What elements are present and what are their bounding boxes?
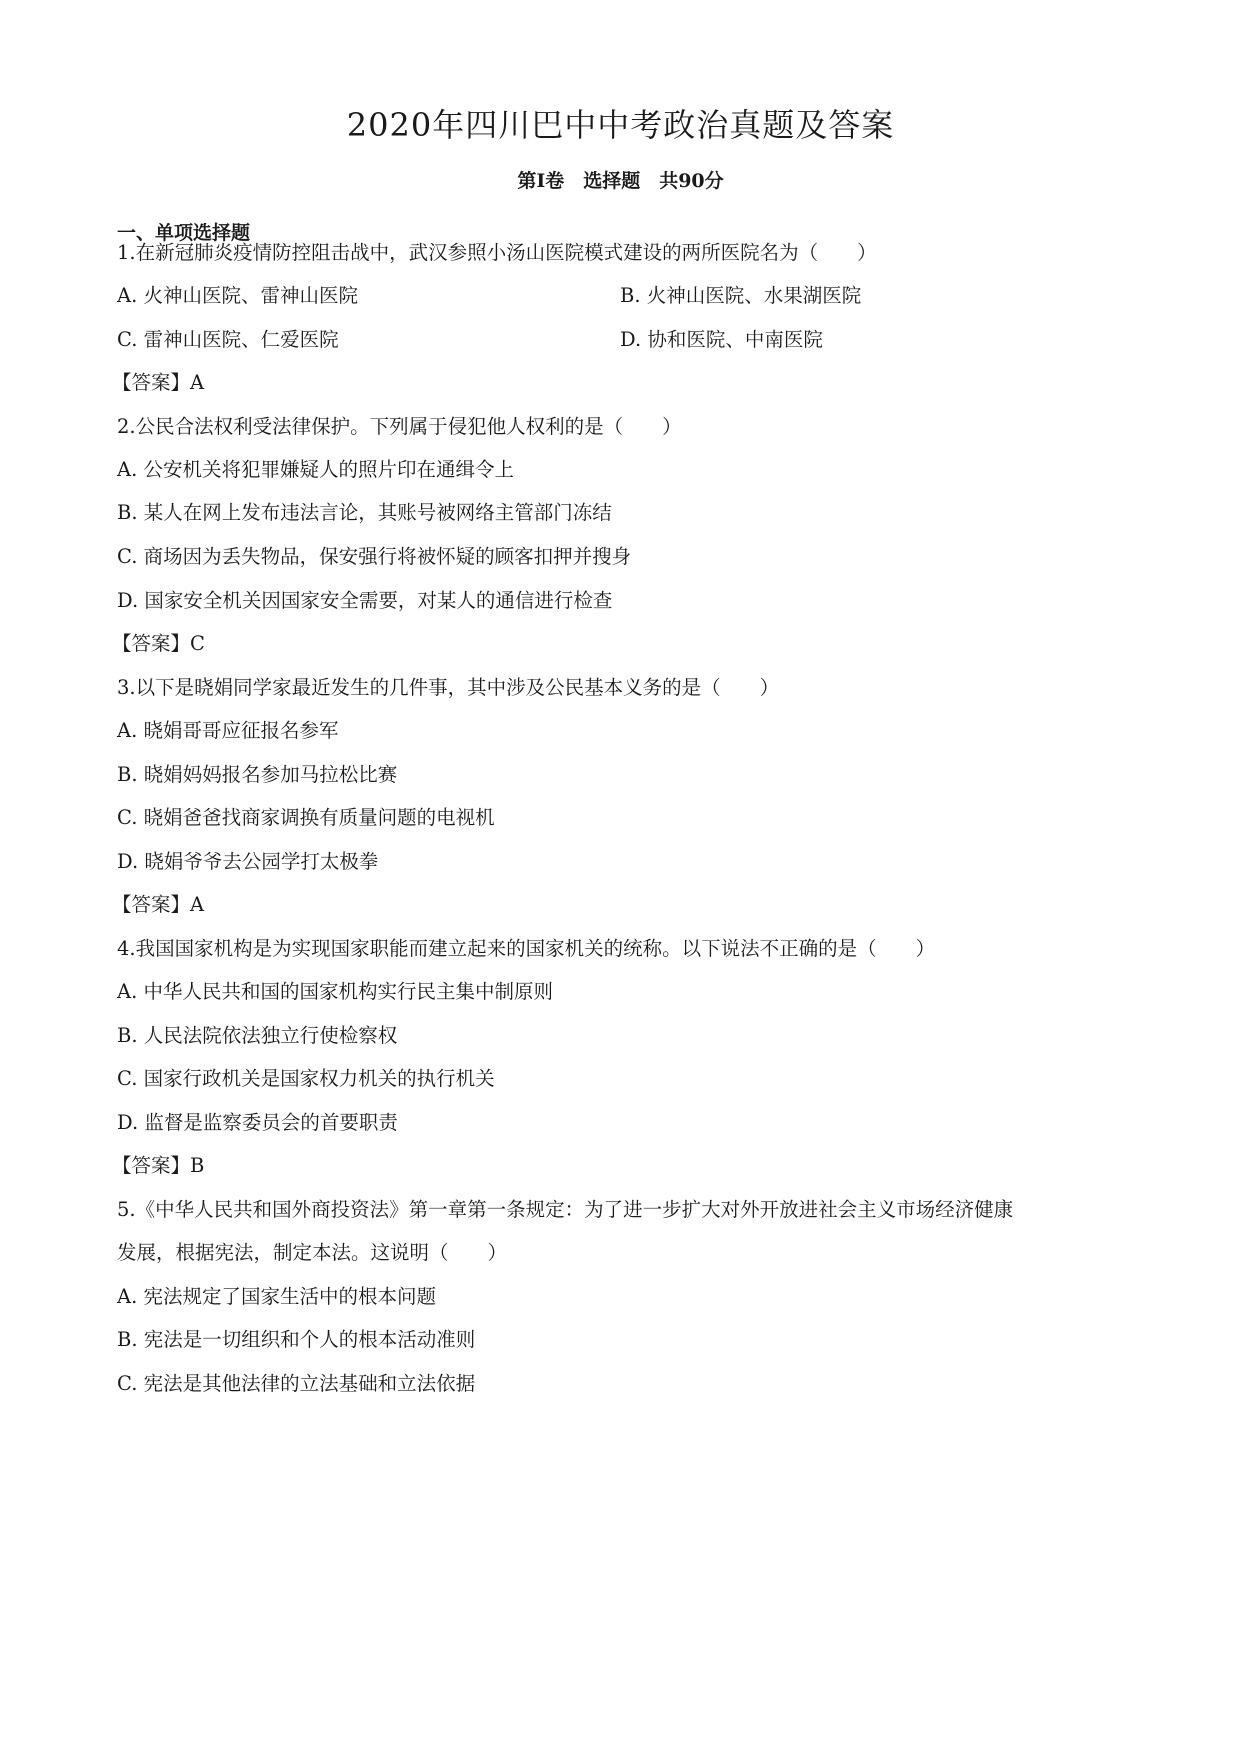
question-3-option-a: A. 晓娟哥哥应征报名参军 [117, 719, 339, 742]
question-3-option-c: C. 晓娟爸爸找商家调换有质量问题的电视机 [117, 806, 495, 829]
question-3-option-d: D. 晓娟爷爷去公园学打太极拳 [117, 850, 379, 873]
question-2-answer: 【答案】C [112, 632, 205, 655]
question-4-option-d: D. 监督是监察委员会的首要职责 [117, 1111, 398, 1134]
question-1-option-b: B. 火神山医院、水果湖医院 [620, 284, 862, 307]
question-5-stem-line-1: 5.《中华人民共和国外商投资法》第一章第一条规定：为了进一步扩大对外开放进社会主义市场经济健康 [117, 1198, 1014, 1221]
question-2-stem: 2.公民合法权利受法律保护。下列属于侵犯他人权利的是（ ） [117, 415, 682, 438]
question-5-option-c: C. 宪法是其他法律的立法基础和立法依据 [117, 1372, 476, 1395]
question-4-option-b: B. 人民法院依法独立行使检察权 [117, 1024, 398, 1047]
question-5-option-b: B. 宪法是一切组织和个人的根本活动准则 [117, 1328, 476, 1351]
question-3-answer: 【答案】A [112, 893, 205, 916]
question-3-option-b: B. 晓娟妈妈报名参加马拉松比赛 [117, 763, 398, 786]
question-4-option-a: A. 中华人民共和国的国家机构实行民主集中制原则 [117, 980, 553, 1003]
question-4-stem: 4.我国国家机构是为实现国家职能而建立起来的国家机关的统称。以下说法不正确的是（ ） [117, 937, 936, 960]
question-1-option-d: D. 协和医院、中南医院 [620, 328, 823, 351]
question-4-option-c: C. 国家行政机关是国家权力机关的执行机关 [117, 1067, 495, 1090]
question-2-option-c: C. 商场因为丢失物品，保安强行将被怀疑的顾客扣押并搜身 [117, 545, 632, 568]
section-heading: 一、单项选择题 [117, 222, 251, 244]
question-3-stem: 3.以下是晓娟同学家最近发生的几件事，其中涉及公民基本义务的是（ ） [117, 676, 780, 699]
question-1-stem: 1.在新冠肺炎疫情防控阻击战中，武汉参照小汤山医院模式建设的两所医院名为（ ） [117, 241, 877, 264]
question-2-option-a: A. 公安机关将犯罪嫌疑人的照片印在通缉令上 [117, 458, 514, 481]
document-title: 2020年四川巴中中考政治真题及答案 [346, 106, 895, 144]
question-4-answer: 【答案】B [112, 1154, 205, 1177]
question-5-stem-line-2: 发展，根据宪法，制定本法。这说明（ ） [117, 1241, 508, 1264]
question-5-option-a: A. 宪法规定了国家生活中的根本问题 [117, 1285, 436, 1308]
question-1-option-a: A. 火神山医院、雷神山医院 [117, 284, 358, 307]
question-2-option-d: D. 国家安全机关因国家安全需要，对某人的通信进行检查 [117, 589, 613, 612]
question-2-option-b: B. 某人在网上发布违法言论，其账号被网络主管部门冻结 [117, 501, 612, 524]
section-subtitle: 第Ⅰ卷 选择题 共90分 [517, 170, 724, 192]
question-1-option-c: C. 雷神山医院、仁爱医院 [117, 328, 339, 351]
question-1-answer: 【答案】A [112, 371, 205, 394]
